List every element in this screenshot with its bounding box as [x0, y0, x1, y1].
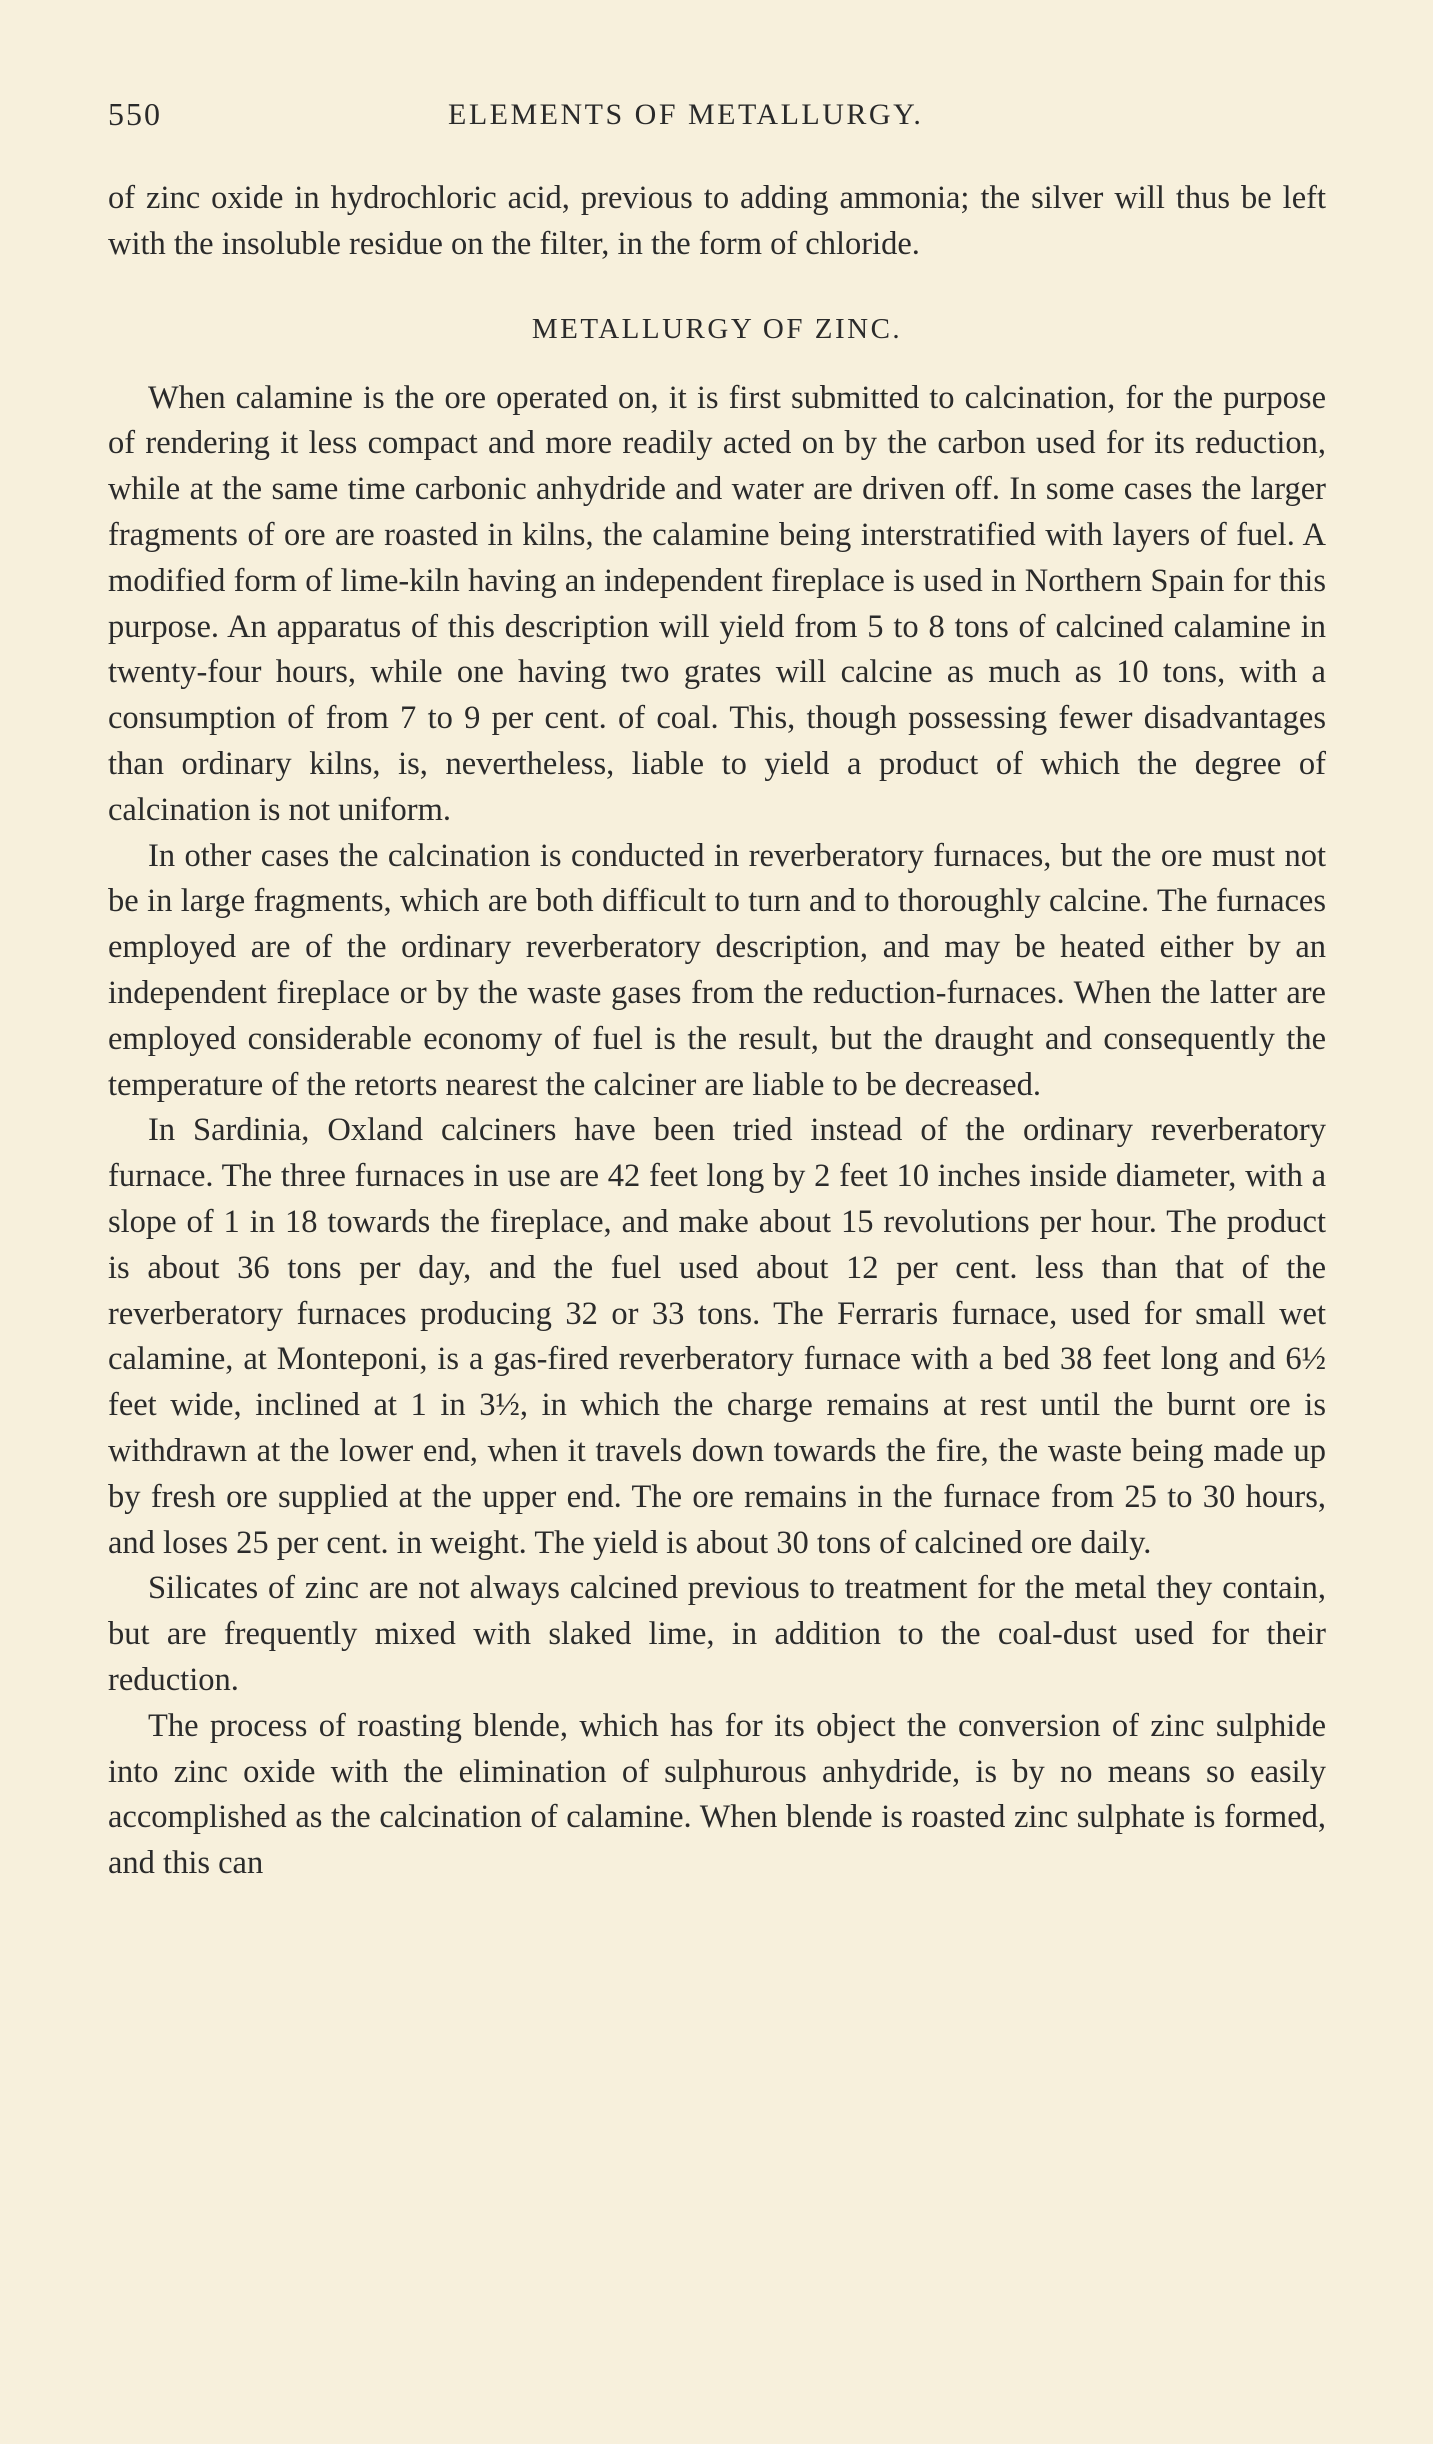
paragraph-silicates: Silicates of zinc are not always calcined previous to treatment for the metal they contain, but are frequently mixed with slaked lime, in addition to the coal-dust used for their reduction.	[108, 1570, 1326, 1698]
page-body	[108, 176, 1326, 1887]
section-heading: METALLURGY OF ZINC.	[531, 312, 903, 345]
running-head: ELEMENTS OF METALLURGY.	[448, 98, 924, 131]
paragraph-reverberatory-furnaces: In other cases the calcination is conducted in reverberatory furnaces, but the ore must not be in large fragments, which are both difficult to turn and to thoroughly calcine. The furnaces employed are of the ordinary reverberatory description, and may be heated either by an independent fireplace or by the waste gases from the reduction-furnaces. When the latter are employed considerable economy of fuel is the result, but the draught and consequently the temperature of the retorts nearest the calciner are liable to be decreased.	[108, 837, 1326, 1103]
paragraph-calcination-calamine: When calamine is the ore operated on, it is first submitted to calcination, for the purpose of rendering it less compact and more readily acted on by the carbon used for its reduction, while at the same time carbonic anhydride and water are driven off. In some cases the larger fragments of ore are roasted in kilns, the calamine being interstratified with layers of fuel. A modified form of lime-kiln having an independent fireplace is used in Northern Spain for this purpose. An apparatus of this description will yield from 5 to 8 tons of calcined calamine in twenty-four hours, while one having two grates will calcine as much as 10 tons, with a consumption of from 7 to 9 per cent. of coal. This, though possessing fewer disadvantages than ordinary kilns, is, nevertheless, liable to yield a product of which the degree of calcination is not uniform.	[108, 379, 1326, 828]
page-header	[108, 96, 1328, 136]
paragraph-sardinia-oxland: In Sardinia, Oxland calciners have been tried instead of the ordinary reverberatory furnace. The three furnaces in use are 42 feet long by 2 feet 10 inches inside diameter, with a slope of 1 in 18 towards the fireplace, and make about 15 revolutions per hour. The product is about 36 tons per day, and the fuel used about 12 per cent. less than that of the reverberatory furnaces producing 32 or 33 tons. The Ferraris furnace, used for small wet calamine, at Monteponi, is a gas-fired reverberatory furnace with a bed 38 feet long and 6½ feet wide, inclined at 1 in 3½, in which the charge remains at rest until the burnt ore is withdrawn at the lower end, when it travels down towards the fire, the waste being made up by fresh ore supplied at the upper end. The ore remains in the furnace from 25 to 30 hours, and loses 25 per cent. in weight. The yield is about 30 tons of calcined ore daily.	[108, 1112, 1326, 1561]
page-number: 550	[108, 96, 162, 132]
paragraph-roasting-blende: The process of roasting blende, which has for its object the conversion of zinc sulphide into zinc oxide with the elimination of sulphurous anhydride, is by no means so easily accomplished as the calcination of calamine. When blende is roasted zinc sulphate is formed, and this can	[108, 1707, 1326, 1882]
continuation-paragraph: of zinc oxide in hydrochloric acid, previous to adding ammonia; the silver will thus be left with the insoluble residue on the filter, in the form of chloride.	[108, 180, 1326, 262]
